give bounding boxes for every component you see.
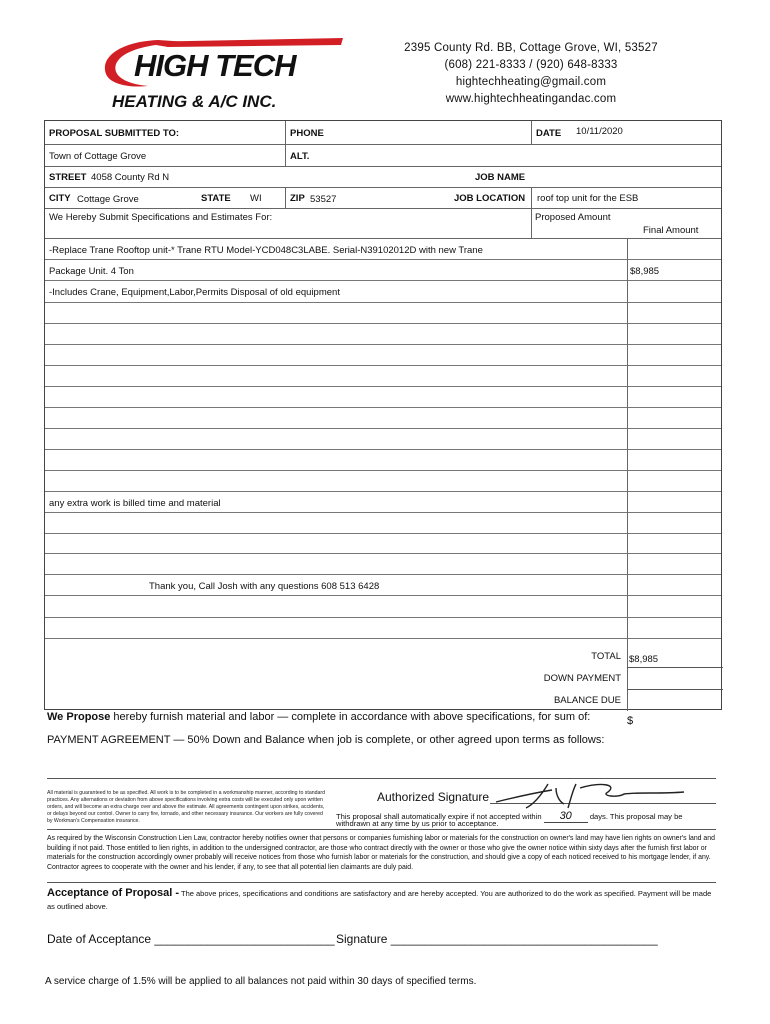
divider [47, 829, 716, 830]
line-item-row [45, 450, 721, 471]
propose-statement [47, 711, 590, 723]
balance-due-row [45, 689, 721, 711]
acceptance-signature-field[interactable]: Signature ________________________________________ [336, 932, 658, 946]
proposal-form [44, 120, 722, 710]
state-value[interactable]: WI [250, 193, 262, 204]
expire-text-2: days. This proposal may be [589, 812, 683, 821]
line-item-row [45, 471, 721, 492]
header-row-2 [45, 145, 721, 167]
company-email: hightechheating@gmail.com [455, 76, 607, 88]
company-phones: (608) 221-8333 / (920) 648-8333 [444, 59, 618, 71]
divider [627, 689, 723, 690]
company-address: 2395 County Rd. BB, Cottage Grove, WI, 53527 [404, 42, 658, 54]
line-item-row [45, 345, 721, 366]
phone-label: PHONE [290, 128, 324, 139]
line-item-row [45, 575, 721, 596]
line-item-row [45, 534, 721, 554]
line-item-row [45, 554, 721, 575]
line-item-row [45, 303, 721, 324]
company-logo [98, 36, 348, 116]
total-row [45, 638, 721, 667]
header-row-4 [45, 188, 721, 209]
payment-agreement: PAYMENT AGREEMENT — 50% Down and Balance when job is complete, or other agreed upon terms as follows: [47, 734, 605, 746]
line-item-row [45, 618, 721, 639]
proposed-amount-label: Proposed Amount [535, 212, 611, 223]
propose-bold: We Propose [47, 711, 111, 723]
down-payment-row [45, 667, 721, 689]
expire-text-1: This proposal shall automatically expire if not accepted within [336, 812, 542, 821]
job-location-value[interactable]: roof top unit for the ESB [537, 193, 639, 204]
acceptance-bold: Acceptance of Proposal - [47, 887, 180, 899]
line-item-row [45, 366, 721, 387]
line-item-row [45, 429, 721, 450]
total-label: TOTAL [591, 651, 621, 662]
line-item-description[interactable]: any extra work is billed time and material [49, 498, 221, 509]
divider [285, 121, 286, 167]
line-item-row [45, 387, 721, 408]
line-item-description[interactable]: Package Unit. 4 Ton [49, 266, 134, 277]
line-item-row [45, 260, 721, 281]
line-item-row [45, 596, 721, 618]
service-charge-notice: A service charge of 1.5% will be applied to all balances not paid within 30 days of specified terms. [45, 976, 477, 987]
propose-rest: hereby furnish material and labor — complete in accordance with above specifications, for sum of: [110, 711, 591, 723]
date-of-acceptance-field[interactable]: Date of Acceptance ___________________________ [47, 932, 335, 946]
submit-estimates-label: We Hereby Submit Specifications and Estimates For: [49, 212, 273, 223]
line-item-row [45, 281, 721, 303]
down-payment-label: DOWN PAYMENT [543, 673, 621, 684]
company-website: www.hightechheatingandac.com [445, 93, 617, 105]
logo-name-line2: HEATING & A/C INC. [112, 92, 277, 111]
alt-label: ALT. [290, 151, 310, 162]
header-row-5 [45, 209, 721, 239]
city-label: CITY [49, 193, 71, 204]
totals-block [45, 638, 721, 711]
line-item-row [45, 239, 721, 260]
divider [627, 667, 723, 668]
divider [285, 188, 286, 209]
line-item-row [45, 408, 721, 429]
job-location-label: JOB LOCATION [454, 193, 526, 204]
logo-name-line1: HIGH TECH [134, 48, 296, 83]
line-item-amount[interactable]: $8,985 [630, 266, 660, 277]
final-amount-label: Final Amount [643, 225, 699, 236]
header-row-3 [45, 167, 721, 188]
line-item-description[interactable]: -Replace Trane Rooftop unit-* Trane RTU Model-YCD048C3LABE. Serial-N39102012D with new Trane [49, 245, 483, 256]
street-value[interactable]: 4058 County Rd N [91, 172, 170, 183]
company-contact [395, 40, 667, 108]
state-label: STATE [201, 193, 231, 204]
header-row-1 [45, 121, 721, 145]
signature-scribble-icon [490, 778, 690, 812]
guarantee-text: All material is guaranteed to be as specified. All work is to be completed in a workmanship manner, according to standard practices. Any alternations or deviation from above specifications involving extra costs will be executed only upon written orders, and will become an extra charge over and above the estimate. All agreements contingent upon strikes, accidents, or delays beyond our control. Owner to carry fire, tornado, and other necessary insurance. Our workers are fully covered by Workman's Compensation insurance. [47, 790, 325, 824]
lien-law-notice: As required by the Wisconsin Construction Lien Law, contractor hereby notifies owner that persons or companies furnishing labor or materials for the construction on owner's land may have lien rights on owner's land and building if not paid. Those entitled to lien rights, in addition to the undersigned contractor, are those who contract directly with the owner or those who give the owner notice within sixty days after the furnish first labor or materials for the construction accordingly owner probably will receive notices from those who furnish labor or materials for the construction, and should give a copy of each noticed received to his mortgage lender, if any. Contractor agrees to cooperate with the owner and his lender, if any, to see that all potential lien claimants are duly paid. [47, 835, 715, 871]
zip-label: ZIP [290, 193, 305, 204]
line-item-description[interactable]: Thank you, Call Josh with any questions 608 513 6428 [149, 581, 380, 592]
balance-due-label: BALANCE DUE [553, 695, 621, 706]
line-item-row [45, 513, 721, 534]
street-label: STREET [49, 172, 87, 183]
city-value[interactable]: Cottage Grove [77, 194, 139, 205]
line-item-row [45, 324, 721, 345]
propose-sum-dollar[interactable]: $ [627, 715, 634, 727]
acceptance-rest: The above prices, specifications and conditions are satisfactory and are hereby accepted. You are authorized to do the work as specified. Payment will be made as outlined above. [47, 889, 712, 911]
date-value[interactable]: 10/11/2020 [576, 126, 623, 137]
acceptance-statement [47, 887, 717, 913]
divider [47, 882, 716, 883]
line-item-row [45, 492, 721, 513]
expire-days-value[interactable]: 30 [544, 810, 588, 823]
divider [531, 188, 532, 239]
date-label: DATE [536, 128, 562, 139]
divider [531, 121, 532, 145]
total-value[interactable]: $8,985 [629, 654, 659, 665]
line-item-description[interactable]: -Includes Crane, Equipment,Labor,Permits Disposal of old equipment [49, 287, 340, 298]
authorized-signature-label: Authorized Signature [377, 790, 490, 804]
zip-value[interactable]: 53527 [310, 194, 337, 205]
job-name-label: JOB NAME [475, 172, 526, 183]
proposal-submitted-label: PROPOSAL SUBMITTED TO: [49, 128, 180, 139]
expire-text-3: withdrawn at any time by us prior to acceptance. [336, 819, 499, 828]
submitted-to-value[interactable]: Town of Cottage Grove [49, 151, 147, 162]
